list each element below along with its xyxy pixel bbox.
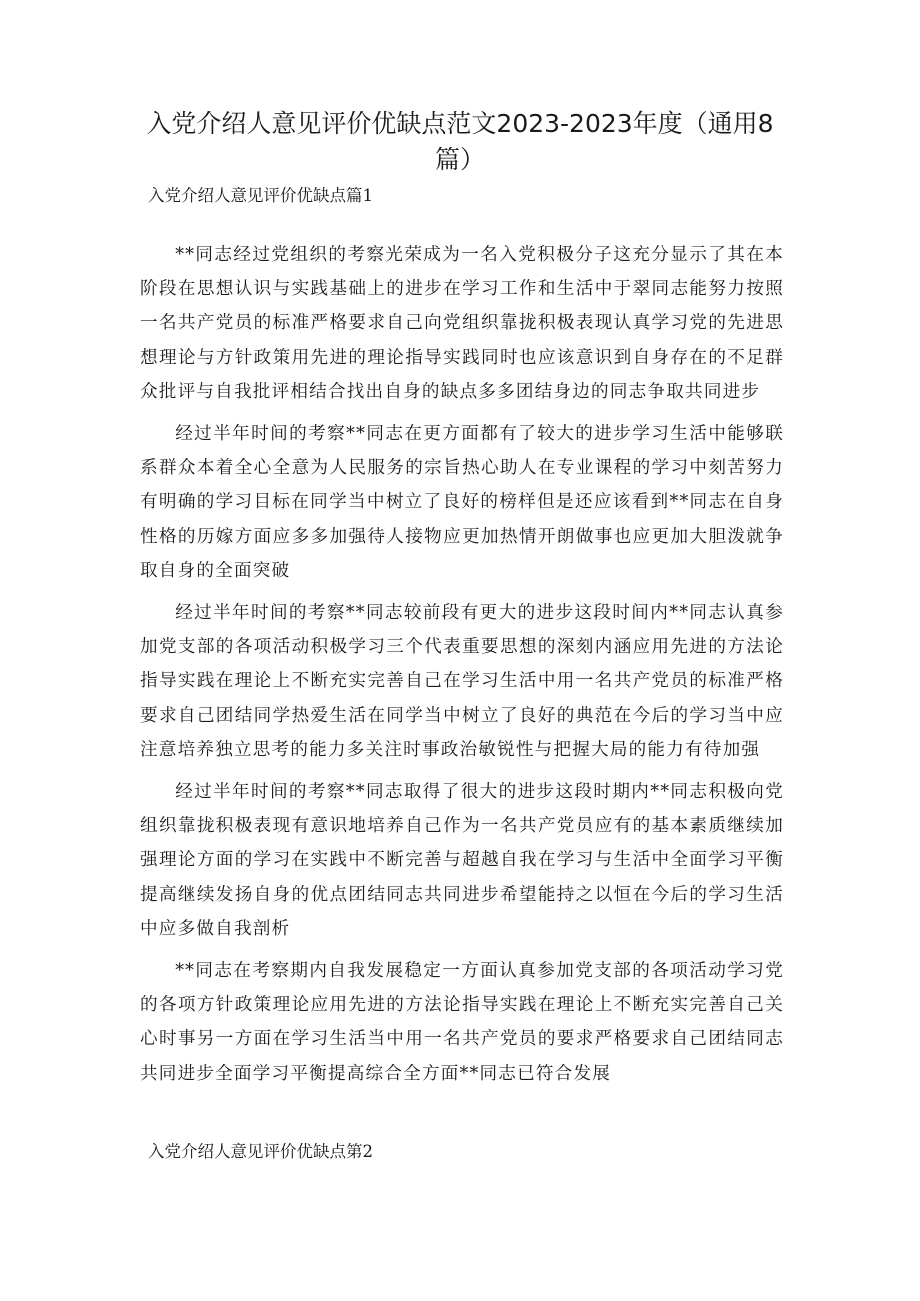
section-heading-1: 入党介绍人意见评价优缺点篇1 (148, 186, 373, 205)
paragraph-3: 经过半年时间的考察**同志较前段有更大的进步这段时间内**同志认真参加党支部的各项活动积极学习三个代表重要思想的深刻内涵应用先进的方法论指导实践在理论上不断充实完善自己在学习生活中用一名共产党员的标准严格要求自己团结同学热爱生活在同学当中树立了良好的典范在今后的学习当中应注意培养独立思考的能力多关注时事政治敏锐性与把握大局的能力有待加强 (140, 603, 784, 760)
paragraph-5: **同志在考察期内自我发展稳定一方面认真参加党支部的各项活动学习党的各项方针政策理论应用先进的方法论指导实践在理论上不断充实完善自己关心时事另一方面在学习生活当中用一名共产党员的要求严格要求自己团结同志共同进步全面学习平衡提高综合全方面**同志已符合发展 (140, 961, 784, 1084)
paragraph-2: 经过半年时间的考察**同志在更方面都有了较大的进步学习生活中能够联系群众本着全心全意为人民服务的宗旨热心助人在专业课程的学习中刻苦努力有明确的学习目标在同学当中树立了良好的榜样但是还应该看到**同志在自身性格的历嫁方面应多多加强待人接物应更加热情开朗做事也应更加大胆泼就争取自身的全面突破 (140, 424, 784, 581)
paragraph-1: **同志经过党组织的考察光荣成为一名入党积极分子这充分显示了其在本阶段在思想认识与实践基础上的进步在学习工作和生活中于翠同志能努力按照一名共产党员的标准严格要求自己向党组织靠拢积极表现认真学习党的先进思想理论与方针政策用先进的理论指导实践同时也应该意识到自身存在的不足群众批评与自我批评相结合找出自身的缺点多多团结身边的同志争取共同进步 (140, 245, 784, 402)
section-heading-2: 入党介绍人意见评价优缺点第2 (148, 1142, 373, 1161)
document-title: 入党介绍人意见评价优缺点范文2023-2023年度（通用8篇） (146, 109, 774, 174)
paragraph-4: 经过半年时间的考察**同志取得了很大的进步这段时期内**同志积极向党组织靠拢积极表现有意识地培养自己作为一名共产党员应有的基本素质继续加强理论方面的学习在实践中不断完善与超越自我在学习与生活中全面学习平衡提高继续发扬自身的优点团结同志共同进步希望能持之以恒在今后的学习生活中应多做自我剖析 (140, 782, 784, 939)
document-body (140, 238, 784, 1099)
